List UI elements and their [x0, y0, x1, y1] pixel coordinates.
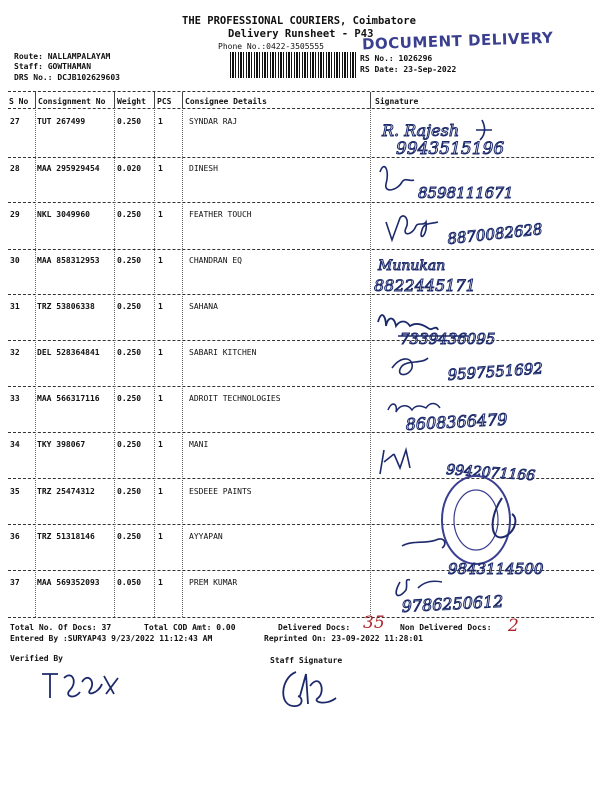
delivered-docs-label: Delivered Docs: — [278, 623, 351, 632]
hand-phone-29: 8870082628 — [446, 220, 544, 248]
row-consignee: DINESH — [189, 164, 218, 173]
col-consignment: Consignment No — [38, 97, 106, 106]
row-weight: 0.250 — [117, 394, 142, 403]
phone-number: Phone No.:0422-3505555 — [218, 42, 324, 51]
row-pcs: 1 — [158, 117, 163, 126]
row-consignee: MANI — [189, 440, 209, 449]
row-consignment: MAA 295929454 — [37, 164, 100, 173]
hand-name-30: Munukan — [378, 258, 446, 274]
row-consignee: ESDEEE PAINTS — [189, 487, 252, 496]
row-sno: 30 — [10, 256, 20, 265]
hand-phone-32: 9597551692 — [447, 359, 544, 384]
row-pcs: 1 — [158, 440, 163, 449]
row-sno: 33 — [10, 394, 20, 403]
runsheet-title: Delivery Runsheet - P43 — [228, 28, 374, 40]
verified-by-label: Verified By — [10, 654, 63, 663]
hand-name-27: R. Rajesh — [382, 121, 460, 140]
col-signature: Signature — [375, 97, 419, 106]
row-weight: 0.250 — [117, 348, 142, 357]
rs-date: RS Date: 23-Sep-2022 — [360, 65, 457, 74]
route: Route: NALLAMPALAYAM — [14, 52, 111, 61]
row-sno: 34 — [10, 440, 20, 449]
row-consignment: MAA 858312953 — [37, 256, 100, 265]
row-sno: 37 — [10, 578, 20, 587]
hand-phone-30: 8822445171 — [374, 276, 476, 295]
row-sno: 32 — [10, 348, 20, 357]
entered-by: Entered By :SURYAP43 9/23/2022 11:12:43 AM — [10, 634, 213, 643]
total-docs: Total No. Of Docs: 37 — [10, 623, 112, 632]
row-consignee: ADROIT TECHNOLOGIES — [189, 394, 281, 403]
row-consignee: PREM KUMAR — [189, 578, 238, 587]
row-pcs: 1 — [158, 578, 163, 587]
row-pcs: 1 — [158, 532, 163, 541]
row-consignee: FEATHER TOUCH — [189, 210, 252, 219]
col-pcs: PCS — [157, 97, 172, 106]
col-weight: Weight — [117, 97, 146, 106]
row-weight: 0.250 — [117, 532, 142, 541]
non-delivered-docs-label: Non Delivered Docs: — [400, 623, 492, 632]
row-pcs: 1 — [158, 394, 163, 403]
row-weight: 0.250 — [117, 117, 142, 126]
row-pcs: 1 — [158, 348, 163, 357]
drs-number: DRS No.: DCJB102629603 — [14, 73, 120, 82]
row-consignee: AYYAPAN — [189, 532, 223, 541]
hand-phone-34: 9942071166 — [445, 462, 536, 485]
header-bottom-line — [8, 108, 594, 109]
row-weight: 0.250 — [117, 256, 142, 265]
hand-phone-33: 8608366479 — [405, 409, 508, 434]
signature-column — [372, 110, 598, 618]
staff: Staff: GOWTHAMAN — [14, 62, 92, 71]
row-sno: 27 — [10, 117, 20, 126]
row-consignment: DEL 528364841 — [37, 348, 100, 357]
hand-phone-28: 8598111671 — [418, 184, 514, 202]
row-weight: 0.250 — [117, 302, 142, 311]
row-pcs: 1 — [158, 302, 163, 311]
row-consignment: MAA 566317116 — [37, 394, 100, 403]
row-sno: 29 — [10, 210, 20, 219]
row-consignee: CHANDRAN EQ — [189, 256, 242, 265]
reprinted-on: Reprinted On: 23-09-2022 11:28:01 — [264, 634, 423, 643]
row-pcs: 1 — [158, 487, 163, 496]
row-consignee: SABARI KITCHEN — [189, 348, 257, 357]
non-delivered-docs-handwritten: 2 — [508, 616, 519, 636]
row-sno: 28 — [10, 164, 20, 173]
hand-phone-31: 7339436095 — [400, 330, 496, 348]
staff-signature — [276, 666, 356, 716]
staff-signature-label: Staff Signature — [270, 656, 343, 665]
hand-phone-37: 9786250612 — [401, 591, 504, 616]
hand-phone-27: 9943515196 — [396, 139, 505, 159]
row-weight: 0.050 — [117, 578, 142, 587]
col-sno: S No — [9, 97, 29, 106]
barcode — [230, 52, 356, 78]
col-consignee: Consignee Details — [185, 97, 267, 106]
row-consignment: TUT 267499 — [37, 117, 86, 126]
row-consignment: MAA 569352093 — [37, 578, 100, 587]
row-consignment: NKL 3049960 — [37, 210, 90, 219]
row-sno: 36 — [10, 532, 20, 541]
company-title: THE PROFESSIONAL COURIERS, Coimbatore — [182, 15, 416, 27]
row-weight: 0.020 — [117, 164, 142, 173]
total-cod: Total COD Amt: 0.00 — [144, 623, 236, 632]
row-consignment: TRZ 25474312 — [37, 487, 95, 496]
row-weight: 0.250 — [117, 440, 142, 449]
verifier-signature — [38, 664, 148, 704]
row-consignee: SAHANA — [189, 302, 218, 311]
hand-phone-36: 9843114500 — [448, 560, 544, 578]
row-weight: 0.250 — [117, 487, 142, 496]
row-consignment: TKY 398067 — [37, 440, 86, 449]
table-top-line — [8, 91, 594, 92]
rs-number: RS No.: 1026296 — [360, 54, 433, 63]
row-pcs: 1 — [158, 164, 163, 173]
row-pcs: 1 — [158, 210, 163, 219]
row-consignment: TRZ 53806338 — [37, 302, 95, 311]
row-weight: 0.250 — [117, 210, 142, 219]
row-sno: 35 — [10, 487, 20, 496]
row-consignment: TRZ 51318146 — [37, 532, 95, 541]
row-pcs: 1 — [158, 256, 163, 265]
document-delivery-stamp: DOCUMENT DELIVERY — [361, 28, 554, 54]
row-consignee: SYNDAR RAJ — [189, 117, 238, 126]
delivered-docs-handwritten: 35 — [363, 613, 385, 633]
row-sno: 31 — [10, 302, 20, 311]
